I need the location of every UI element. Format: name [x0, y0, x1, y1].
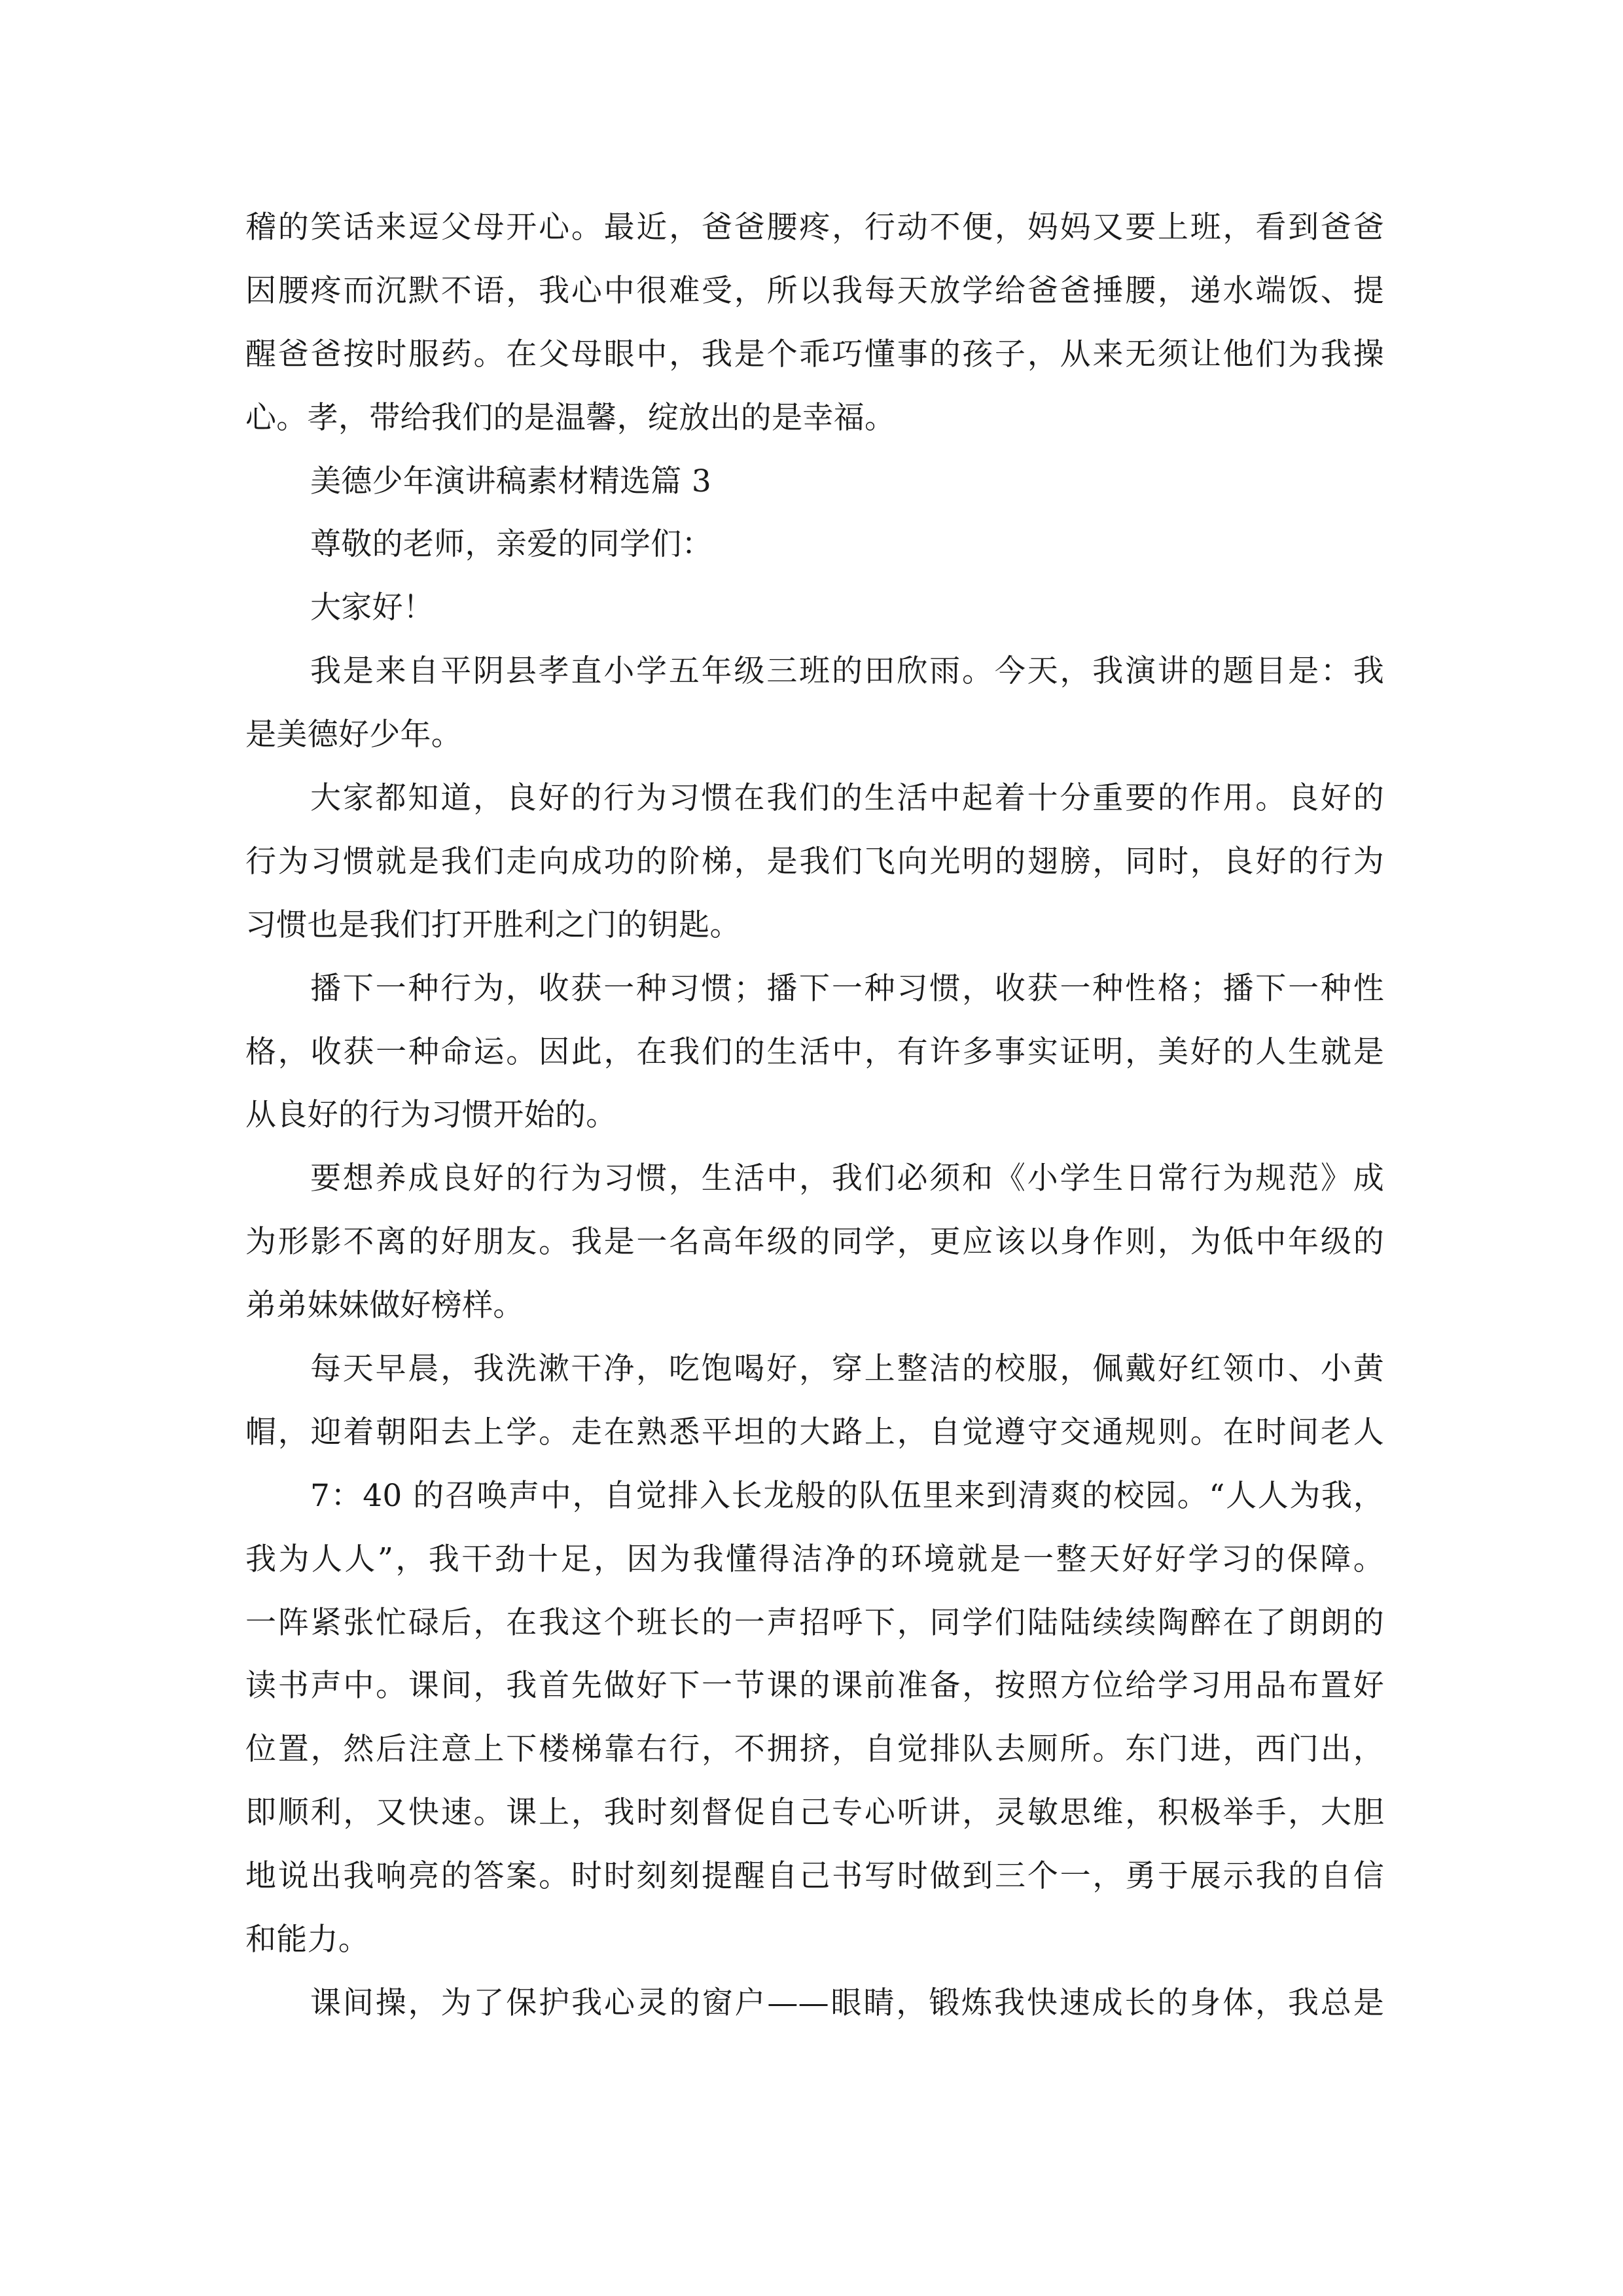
greeting: 大家好！ — [310, 590, 435, 626]
text-line: 播下一种行为，收获一种习惯；播下一种习惯，收获一种性格；播下一种性 — [310, 970, 1384, 1007]
text-line: 我为人人”，我干劲十足，因为我懂得洁净的环境就是一整天好好学习的保障。 — [245, 1541, 1384, 1577]
salutation: 尊敬的老师，亲爱的同学们： — [310, 526, 713, 563]
text-line: 为形影不离的好朋友。我是一名高年级的同学，更应该以身作则，为低中年级的 — [245, 1224, 1384, 1261]
text-line: 我是来自平阴县孝直小学五年级三班的田欣雨。今天，我演讲的题目是：我 — [310, 653, 1384, 690]
text-line: 帽，迎着朝阳去上学。走在熟悉平坦的大路上，自觉遵守交通规则。在时间老人 — [245, 1414, 1384, 1450]
text-line: 稽的笑话来逗父母开心。最近，爸爸腰疼，行动不便，妈妈又要上班，看到爸爸 — [245, 209, 1384, 245]
text-line: 大家都知道，良好的行为习惯在我们的生活中起着十分重要的作用。良好的 — [310, 780, 1384, 817]
text-line: 位置，然后注意上下楼梯靠右行，不拥挤，自觉排队去厕所。东门进，西门出， — [245, 1731, 1384, 1768]
text-line: 一阵紧张忙碌后，在我这个班长的一声招呼下，同学们陆陆续续陶醉在了朗朗的 — [245, 1604, 1384, 1641]
text-line: 格，收获一种命运。因此，在我们的生活中，有许多事实证明，美好的人生就是 — [245, 1033, 1384, 1070]
text-line: 课间操，为了保护我心灵的窗户——眼睛，锻炼我快速成长的身体，我总是 — [310, 1984, 1384, 2021]
section-heading: 美德少年演讲稿素材精选篇 3 — [310, 463, 712, 499]
text-line: 醒爸爸按时服药。在父母眼中，我是个乖巧懂事的孩子，从来无须让他们为我操 — [245, 336, 1384, 372]
text-line: 因腰疼而沉默不语，我心中很难受，所以我每天放学给爸爸捶腰，递水端饭、提 — [245, 272, 1384, 309]
text-line: 从良好的行为习惯开始的。 — [245, 1097, 617, 1134]
text-line: 弟弟妹妹做好榜样。 — [245, 1287, 524, 1324]
text-line: 习惯也是我们打开胜利之门的钥匙。 — [245, 906, 741, 943]
text-line: 行为习惯就是我们走向成功的阶梯，是我们飞向光明的翅膀，同时，良好的行为 — [245, 843, 1384, 880]
text-line: 和能力。 — [245, 1922, 370, 1958]
text-line: 心。孝，带给我们的是温馨，绽放出的是幸福。 — [245, 399, 896, 436]
text-line: 每天早晨，我洗漱干净，吃饱喝好，穿上整洁的校服，佩戴好红领巾、小黄 — [310, 1351, 1384, 1388]
text-line: 7：40 的召唤声中，自觉排入长龙般的队伍里来到清爽的校园。“人人为我， — [310, 1477, 1384, 1514]
text-line: 即顺利，又快速。课上，我时刻督促自己专心听讲，灵敏思维，积极举手，大胆 — [245, 1795, 1384, 1831]
text-line: 是美德好少年。 — [245, 717, 463, 753]
text-line: 地说出我响亮的答案。时时刻刻提醒自己书写时做到三个一，勇于展示我的自信 — [245, 1858, 1384, 1895]
body-text — [245, 196, 1384, 2036]
text-line: 读书声中。课间，我首先做好下一节课的课前准备，按照方位给学习用品布置好 — [245, 1668, 1384, 1704]
text-line: 要想养成良好的行为习惯，生活中，我们必须和《小学生日常行为规范》成 — [310, 1160, 1384, 1197]
